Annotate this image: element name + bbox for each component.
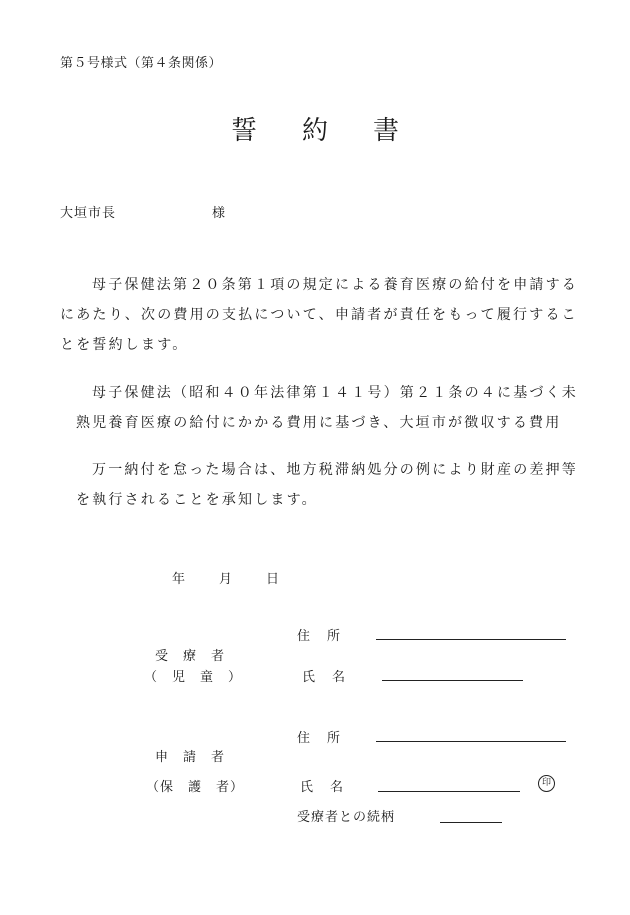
- addressee-name: 大垣市長: [60, 206, 117, 221]
- applicant-role: 申 請 者: [155, 750, 226, 765]
- recipient-name-line[interactable]: [382, 680, 523, 681]
- fee-description-paragraph: 母子保健法（昭和４０年法律第１４１号）第２１条の４に基づく未熟児養育医療の給付にかかる費用に基づき、大垣市が徴収する費用: [76, 385, 578, 431]
- recipient-address-label: 住 所: [297, 629, 343, 644]
- seizure-notice-paragraph: 万一納付を怠った場合は、地方税滞納処分の例により財産の差押等を執行されることを承知します。: [76, 462, 578, 508]
- date-month: 月: [219, 572, 233, 587]
- recipient-name-label: 氏 名: [302, 670, 348, 685]
- recipient-role-sub: （ 児 童 ）: [144, 670, 243, 685]
- relation-label: 受療者との続柄: [297, 810, 396, 825]
- addressee-honorific: 様: [212, 206, 227, 221]
- recipient-address-line[interactable]: [376, 639, 566, 640]
- document-title: 誓約書: [230, 116, 444, 146]
- applicant-address-line[interactable]: [376, 741, 566, 742]
- applicant-role-sub: （保 護 者）: [146, 780, 245, 795]
- applicant-name-label: 氏 名: [300, 780, 346, 795]
- date-year: 年: [172, 572, 186, 587]
- applicant-address-label: 住 所: [297, 731, 343, 746]
- date-line: [172, 568, 279, 587]
- form-number: 第５号様式（第４条関係）: [60, 56, 223, 71]
- relation-line[interactable]: [440, 822, 502, 823]
- pledge-paragraph: 母子保健法第２０条第１項の規定による養育医療の給付を申請するにあたり、次の費用の支払について、申請者が責任をもって履行することを誓約します。: [60, 277, 578, 353]
- date-day: 日: [266, 572, 280, 587]
- applicant-name-line[interactable]: [378, 791, 520, 792]
- seal-mark-icon: 印: [538, 775, 555, 792]
- recipient-role: 受 療 者: [155, 649, 226, 664]
- addressee: [60, 202, 226, 221]
